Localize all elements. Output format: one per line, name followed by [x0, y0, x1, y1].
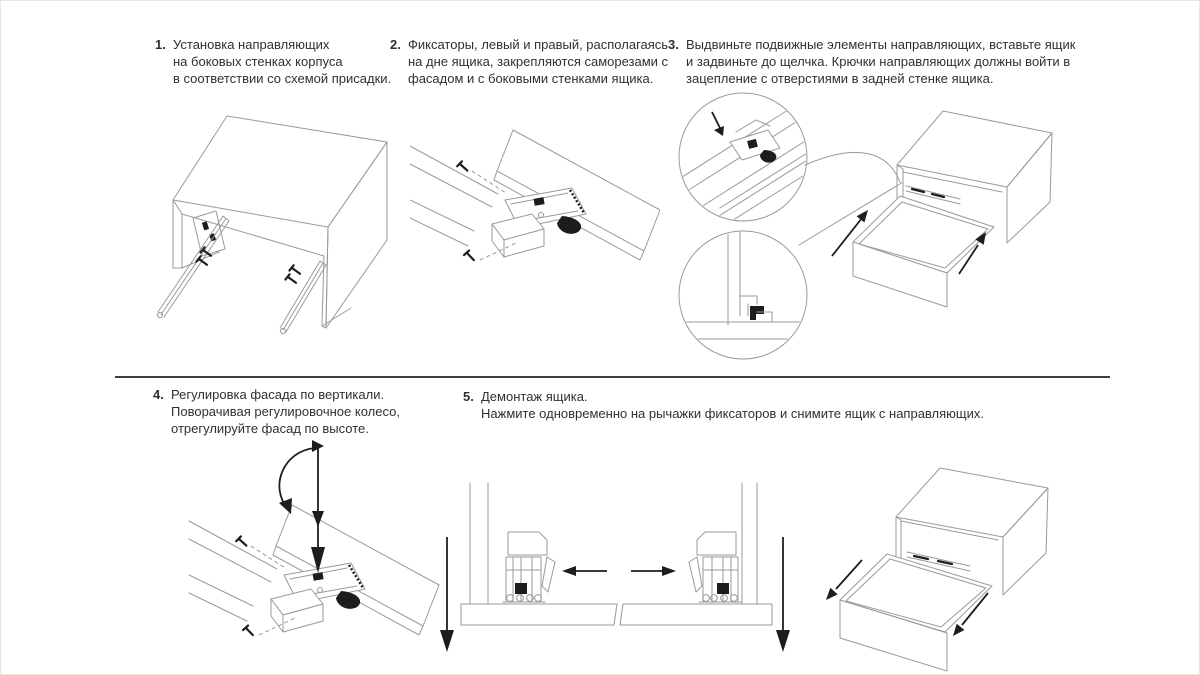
step-3-line-2: и задвиньте до щелчка. Крючки направляющих должны войти в: [686, 54, 1071, 69]
step-3-number: 3.: [668, 37, 679, 52]
step-4-line-3: отрегулируйте фасад по высоте.: [171, 421, 369, 436]
screw-icon: [285, 274, 297, 283]
fixator-corner-scene: [189, 505, 439, 635]
down-arrow-right-icon: [776, 537, 790, 652]
step-3-line-3: зацепление с отверстиями в задней стенке ящика.: [686, 71, 994, 86]
step-1-line-3: в соответствии со схемой присадки.: [173, 71, 392, 86]
step-4: [153, 386, 400, 437]
step-3-line-1: Выдвиньте подвижные элементы направляющих, вставьте ящик: [686, 37, 1076, 52]
right-fixator: [689, 532, 741, 602]
step-5-line-1: Демонтаж ящика.: [481, 389, 588, 404]
lever-arrow-left-icon: [562, 566, 607, 576]
step-4-number: 4.: [153, 387, 164, 402]
step-1-line-2: на боковых стенках корпуса: [173, 54, 343, 69]
step-2-line-3: фасадом и с боковыми стенками ящика.: [408, 71, 654, 86]
callout-hook-view: [680, 230, 806, 339]
detail-callout-circle-bottom: [679, 231, 807, 359]
callout-leader-curve: [805, 152, 900, 182]
step-5-number: 5.: [463, 389, 474, 404]
figure-step3-insert-drawer: [660, 90, 1120, 360]
drawer-bottom-board: [461, 604, 772, 625]
cabinet-with-drawer: [853, 111, 1052, 307]
figure-step5-remove-drawer: [810, 440, 1100, 675]
rotate-arrow-icon: [279, 448, 315, 514]
step-2: [390, 36, 668, 87]
step-5-line-2: Нажмите одновременно на рычажки фиксаторов и снимите ящик с направляющих.: [481, 406, 984, 421]
step-5: [463, 388, 984, 422]
figure-step5-release-front-view: [435, 440, 810, 675]
step-3: [668, 36, 1075, 87]
step-1: [155, 36, 391, 87]
step-4-line-1: Регулировка фасада по вертикали.: [171, 387, 385, 402]
step-1-line-1: Установка направляющих: [173, 37, 330, 52]
drawer-box: [840, 554, 992, 671]
screw-icon: [289, 265, 301, 274]
step-1-number: 1.: [155, 37, 166, 52]
fixator-corner-scene: [410, 130, 660, 260]
step-2-line-2: на дне ящика, закрепляются саморезами с: [408, 54, 669, 69]
figure-step4-adjустment: [185, 435, 455, 660]
figure-step1-cabinet-slides: [115, 100, 395, 350]
step-2-number: 2.: [390, 37, 401, 52]
right-slide-rail: [280, 261, 326, 334]
press-arrow-icon: [712, 112, 720, 128]
step-2-line-1: Фиксаторы, левый и правый, располагаясь: [408, 37, 669, 52]
callout-fixator-view: [668, 110, 822, 228]
step-4-line-2: Поворачивая регулировочное колесо,: [171, 404, 400, 419]
left-slide-rail: [157, 211, 229, 318]
down-arrow-left-icon: [440, 537, 454, 652]
lever-arrow-right-icon: [631, 566, 676, 576]
figure-step2-fixator-screws: [410, 100, 660, 335]
vertical-adjust-arrow-icon: [311, 440, 325, 573]
section-divider: [115, 376, 1110, 378]
left-fixator: [503, 532, 555, 602]
